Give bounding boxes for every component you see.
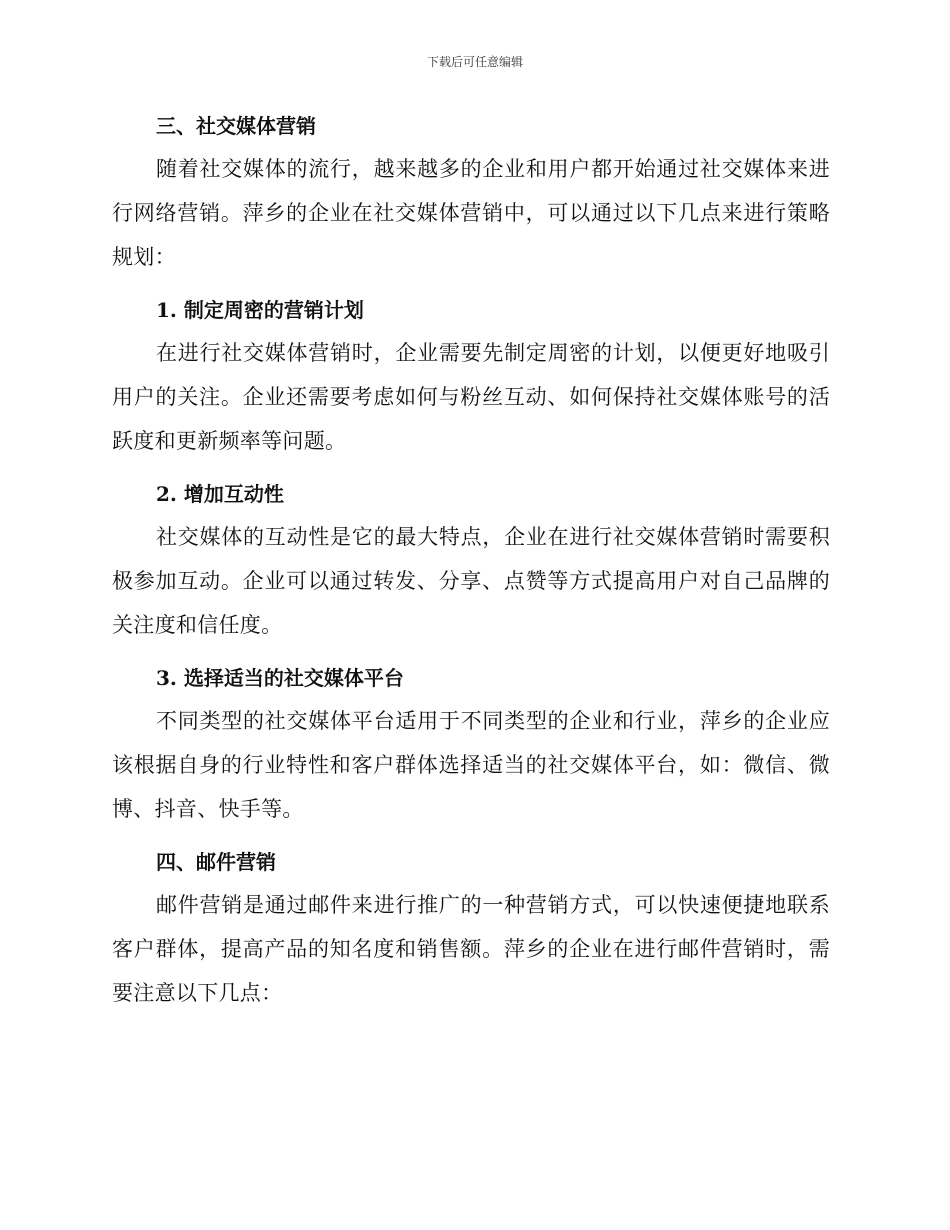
subheading-choose-platform: 3. 选择适当的社交媒体平台 — [156, 666, 404, 690]
paragraph-email-marketing-intro: 邮件营销是通过邮件来进行推广的一种营销方式，可以快速便捷地联系客户群体，提高产品的知名度和销售额。萍乡的企业在进行邮件营销时，需要注意以下几点： — [112, 893, 830, 1005]
spacer — [112, 831, 830, 841]
document-body — [112, 105, 830, 1015]
spacer — [112, 647, 830, 657]
spacer — [112, 463, 830, 473]
subheading-interactivity: 2. 增加互动性 — [156, 482, 284, 506]
spacer — [112, 279, 830, 289]
paragraph-marketing-plan: 在进行社交媒体营销时，企业需要先制定周密的计划，以便更好地吸引用户的关注。企业还需要考虑如何与粉丝互动、如何保持社交媒体账号的活跃度和更新频率等问题。 — [112, 341, 830, 453]
paragraph-interactivity: 社交媒体的互动性是它的最大特点，企业在进行社交媒体营销时需要积极参加互动。企业可以通过转发、分享、点赞等方式提高用户对自己品牌的关注度和信任度。 — [112, 525, 830, 637]
section-heading-email-marketing: 四、邮件营销 — [156, 850, 276, 874]
page-header-note: 下载后可任意编辑 — [426, 55, 523, 69]
subheading-marketing-plan: 1. 制定周密的营销计划 — [156, 298, 364, 322]
paragraph-social-media-intro: 随着社交媒体的流行，越来越多的企业和用户都开始通过社交媒体来进行网络营销。萍乡的企业在社交媒体营销中，可以通过以下几点来进行策略规划： — [112, 157, 830, 269]
section-heading-social-media: 三、社交媒体营销 — [156, 114, 316, 138]
paragraph-choose-platform: 不同类型的社交媒体平台适用于不同类型的企业和行业，萍乡的企业应该根据自身的行业特性和客户群体选择适当的社交媒体平台，如：微信、微博、抖音、快手等。 — [112, 709, 830, 821]
